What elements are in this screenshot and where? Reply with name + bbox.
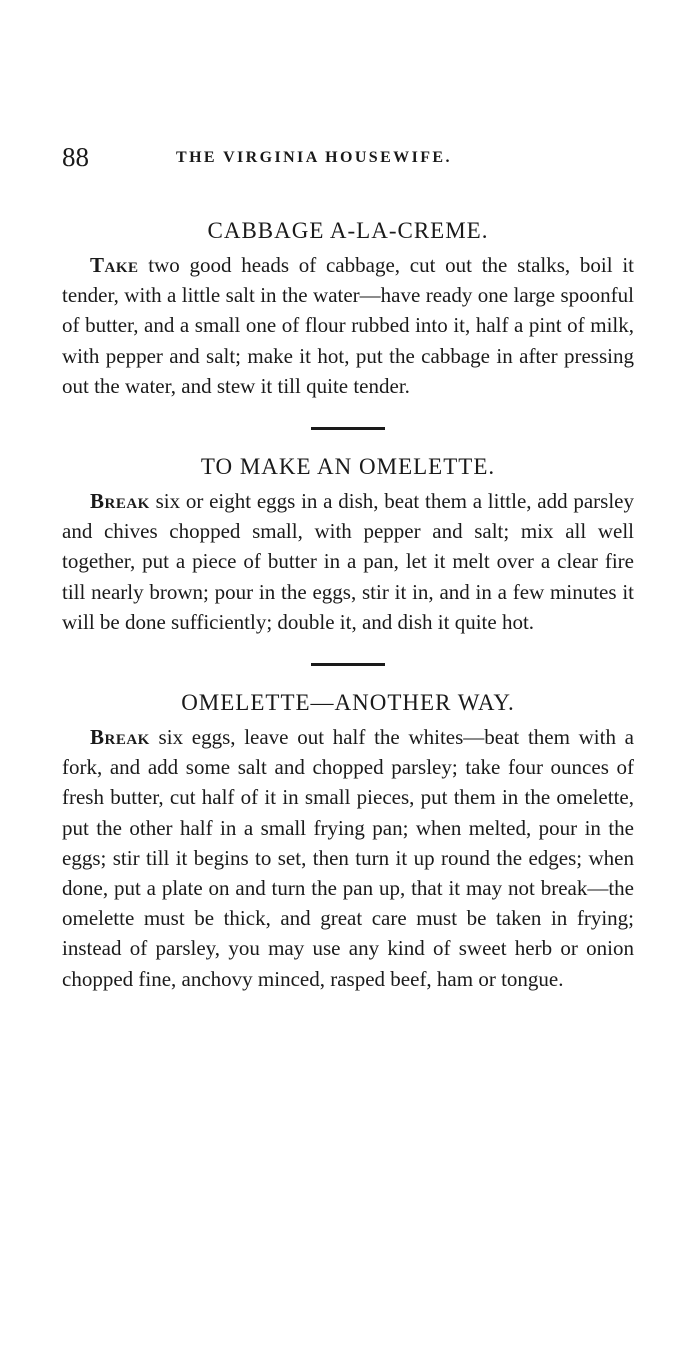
section-divider xyxy=(311,663,385,666)
recipe-body-text: two good heads of cabbage, cut out the stalks, boil it tender, with a little salt in the water—have ready one large spoonful of butter, and a small one of flour rubbed into it, half a pint of milk, with pepper and salt; make it hot, put the cabbage in after pressing out the water, and stew it till quite tender. xyxy=(62,253,634,398)
lead-word: Take xyxy=(90,253,139,277)
recipe-title: CABBAGE A-LA-CREME. xyxy=(207,218,489,243)
lead-word: Break xyxy=(90,725,150,750)
recipe-body-text: six or eight eggs in a dish, beat them a little, add parsley and chives chopped small, with pepper and salt; mix all well together, put a piece of butter in a pan, let it melt over a clear fire till nearly brown; pour in the eggs, stir it in, and in a few minutes it will be done sufficiently; double it, and dish it quite hot. xyxy=(62,489,634,634)
recipe-omelette-another-way xyxy=(62,688,634,994)
recipe-omelette xyxy=(62,452,634,637)
section-divider xyxy=(311,427,385,430)
running-title: THE VIRGINIA HOUSEWIFE. xyxy=(176,149,452,166)
recipe-text xyxy=(62,722,634,994)
book-page xyxy=(62,140,634,994)
running-head xyxy=(62,140,634,174)
recipe-text xyxy=(62,250,634,401)
recipe-title: OMELETTE—ANOTHER WAY. xyxy=(181,690,515,716)
lead-word: Break xyxy=(90,489,150,514)
recipe-cabbage-a-la-creme xyxy=(62,216,634,401)
recipe-body-text: six eggs, leave out half the whites—beat them with a fork, and add some salt and chopped parsley; take four ounces of fresh butter, cut half of it in small pieces, put them in the omelette, put the other half in a small frying pan; when melted, pour in the eggs; stir till it begins to set, then turn it up round the edges; when done, put a plate on and turn the pan up, that it may not break—the omelette must be thick, and great care must be taken in frying; instead of parsley, you may use any kind of sweet herb or onion chopped fine, anchovy minced, rasped beef, ham or tongue. xyxy=(62,725,634,991)
recipe-title: TO MAKE AN OMELETTE. xyxy=(200,454,496,480)
page-number: 88 xyxy=(62,142,89,172)
recipe-text xyxy=(62,486,634,637)
